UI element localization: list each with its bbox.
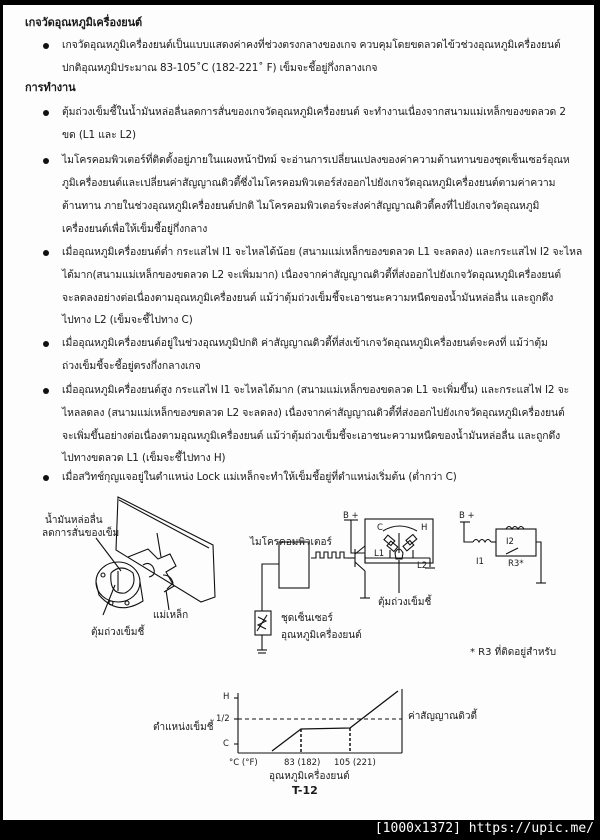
bullet5-line1: เมื่ออุณหภูมิเครื่องยนต์สูง กระแสไฟ I1 จะไหลได้มาก (สนามแม่เหล็กของขดลวด L1 จะเพิ่มขึ้น) และกระแสไฟ I2 จะ <box>62 384 570 396</box>
intro-line-1: เกจวัดอุณหภูมิเครื่องยนต์เป็นแบบแสดงค่าคงที่ช่วงตรงกลางของเกจ ควบคุมโดยขดลวดไข้วช่วงอุณหภูมิเครื่องยนต์ <box>62 39 561 51</box>
chart-ytick-half: 1/2 <box>216 714 230 724</box>
label-oil-damping-1: น้ำมันหล่อลื่น <box>45 515 103 526</box>
chart-reference-label: ค่าสัญญาณดิวตี้ <box>408 711 477 722</box>
label-coil-l1: L1 <box>374 549 385 559</box>
section-heading-gauge: เกจวัดอุณหภูมิเครื่องยนต์ <box>25 16 143 29</box>
chart-ytick-c: C <box>223 739 229 749</box>
chart-xlabel: อุณหภูมิเครื่องยนต์ <box>269 771 350 782</box>
bullet1-line2: ขด (L1 และ L2) <box>62 129 136 141</box>
bullet2-line4: เครื่องยนต์เพื่อให้เข็มชี้อยู่กึ่งกลาง <box>62 223 208 235</box>
bullet3-line1: เมื่ออุณหภูมิเครื่องยนต์ต่ำ กระแสไฟ I1 จะไหลได้น้อย (สนามแม่เหล็กของขดลวด L1 จะลดลง) และกระแสไฟ I2 จะไหล <box>62 246 583 258</box>
label-balance-weight-circuit: ตุ้มถ่วงเข็มชี้ <box>378 597 432 608</box>
label-bplus-eq: B + <box>459 511 475 521</box>
intro-line-2: ปกติอุณหภูมิประมาณ 83-105˚C (182-221˚ F) เข็มจะชี้อยู่กึ่งกลางเกจ <box>62 62 378 74</box>
chart-ytick-h: H <box>223 692 230 702</box>
chart-x-unit: °C (°F) <box>229 758 258 768</box>
bullet2-line2: ภูมิเครื่องยนต์และเปลี่ยนค่าสัญญาณดิวตี้ซึ่งไมโครคอมพิวเตอร์ส่งออกไปยังเกจวัดอุณหภูมิเครื่องยนต์ตามค่าความ <box>62 177 556 189</box>
bullet5-line3: จะเพิ่มขึ้นอย่างต่อเนื่องตามอุณหภูมิเครื่องยนต์ แม้ว่าตุ้มถ่วงเข็มชี้จะเอาชนะความหนืดของน้ำมันหล่อลื่น และถูกดึง <box>62 430 561 442</box>
bullet3-line2: ได้มาก(สนามแม่เหล็กของขดลวด L2 จะเพิ่มมาก) เนื่องจากค่าสัญญาณดิวตี้ที่ส่งออกไปยังเกจวัดอุณหภูมิเครื่องยนต์ <box>62 269 562 281</box>
bullet4-line1: เมื่ออุณหภูมิเครื่องยนต์อยู่ในช่วงอุณหภูมิปกติ ค่าสัญญาณดิวตี้ที่ส่งเข้าเกจวัดอุณหภูมิเครื่องยนต์จะคงที่ แม้ว่าตุ้ม <box>62 337 548 349</box>
document-page <box>3 5 594 820</box>
label-bplus: B + <box>343 511 359 521</box>
bullet5-line4: ไปทางขดลวด L1 (เข็มจะชี้ไปทาง H) <box>62 452 226 464</box>
bullet3-line4: ไปทาง L2 (เข็มจะชี้ไปทาง C) <box>62 314 193 326</box>
label-hot: H <box>421 523 428 533</box>
label-magnet: แม่เหล็ก <box>153 610 189 621</box>
r3-footnote: * R3 ที่ติดอยู่สำหรับ <box>470 647 557 658</box>
label-oil-damping-2: ลดการสั่นของเข็ม <box>42 528 120 539</box>
bullet3-line3: จะลดลงอย่างต่อเนื่องตามอุณหภูมิเครื่องยนต์ แม้ว่าตุ้มถ่วงเข็มชี้จะเอาชนะความหนืดของน้ำมันหล่อลื่น และถูกดึง <box>62 292 554 304</box>
bullet4-line2: ถ่วงเข็มชี้จะชี้อยู่ตรงกึ่งกลางเกจ <box>62 360 201 372</box>
label-r3: R3* <box>508 559 524 569</box>
bullet2-line3: ต้านทาน ภายในช่วงอุณหภูมิเครื่องยนต์ปกติ ไมโครคอมพิวเตอร์จะส่งค่าสัญญาณดิวตี้คงที่ไปยังเกจวัดอุณหภูมิ <box>62 200 540 212</box>
figure-caption: T-12 <box>292 784 318 797</box>
bullet5-line2: ไหลลดลง (สนามแม่เหล็กของขดลวด L2 จะลดลง) เนื่องจากค่าสัญญาณดิวตี้ที่ส่งออกไปยังเกจวัดอุณหภูมิเครื่องยนต์ <box>62 407 565 419</box>
label-i2: I2 <box>506 537 514 547</box>
label-sensor-2: อุณหภูมิเครื่องยนต์ <box>281 630 362 641</box>
label-cold: C <box>377 523 383 533</box>
image-host-watermark: [1000x1372] https://upic.me/ <box>374 821 594 836</box>
chart-xtick-83: 83 (182) <box>284 758 321 768</box>
label-sensor-1: ชุดเซ็นเซอร์ <box>281 613 333 624</box>
label-microcomputer: ไมโครคอมพิวเตอร์ <box>250 537 332 548</box>
label-balance-weight: ตุ้มถ่วงเข็มชี้ <box>91 627 145 638</box>
bullet6-line1: เมื่อสวิทช์กุญแจอยู่ในตำแหน่ง Lock แม่เหล็กจะทำให้เข็มชี้อยู่ที่ตำแหน่งเริ่มต้น (ต่ำกว่า C) <box>62 471 457 483</box>
bullet2-line1: ไมโครคอมพิวเตอร์ที่ติดตั้งอยู่ภายในแผงหน้าปัทม์ จะอ่านการเปลี่ยนแปลงของค่าความต้านทานของชุดเซ็นเซอร์อุณห <box>62 154 570 166</box>
chart-xtick-105: 105 (221) <box>334 758 376 768</box>
section-heading-operation: การทำงาน <box>25 81 76 94</box>
label-i1: I1 <box>476 557 484 567</box>
needle-position-chart <box>234 689 402 753</box>
equivalent-circuit-diagram <box>460 522 546 583</box>
label-coil-l2: L2 <box>417 561 428 571</box>
gauge-mechanism-illustration <box>96 497 215 615</box>
figures-drawing <box>3 5 594 820</box>
bullet1-line1: ตุ้มถ่วงเข็มชี้ในน้ำมันหล่อลื่นลดการสั่นของเกจวัดอุณหภูมิเครื่องยนต์ จะทำงานเนื่องจากสนามแม่เหล็กของขดลวด 2 <box>62 106 566 118</box>
chart-ylabel: ตำแหน่งเข็มชี้ <box>153 722 214 733</box>
